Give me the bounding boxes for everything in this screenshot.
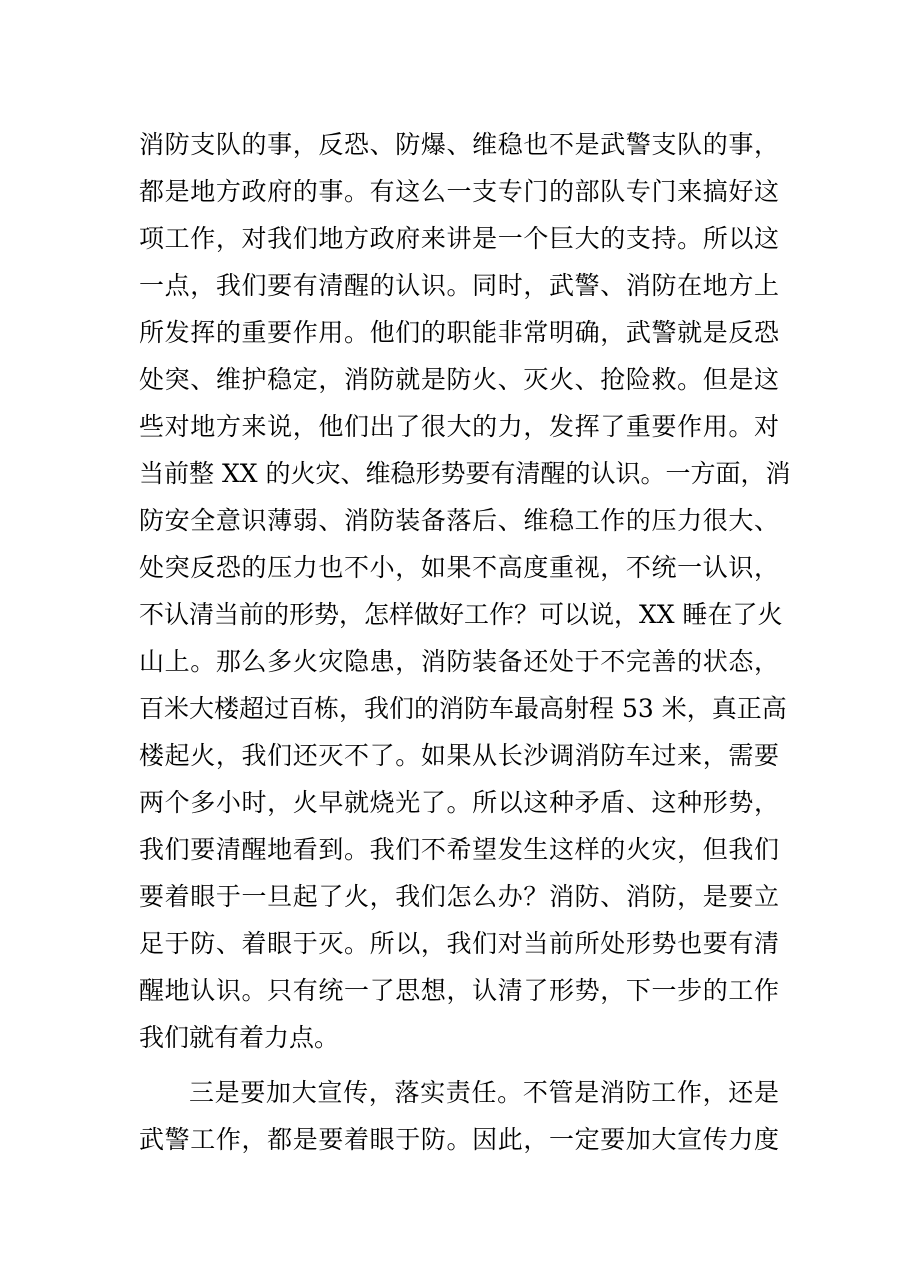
text-line: 一点，我们要有清醒的认识。同时，武警、消防在地方上 — [139, 271, 779, 300]
text-line: 处突、维护稳定，消防就是防火、灭火、抢险救。但是这 — [139, 365, 779, 394]
text-line: 项工作，对我们地方政府来讲是一个巨大的支持。所以这 — [139, 224, 779, 253]
text-line: 足于防、着眼于灭。所以，我们对当前所处形势也要有清 — [139, 929, 779, 958]
text-line: 处突反恐的压力也不小，如果不高度重视，不统一认识， — [139, 553, 779, 582]
text-line: 不认清当前的形势，怎样做好工作？可以说，XX 睡在了火 — [139, 600, 783, 629]
text-line: 防安全意识薄弱、消防装备落后、维稳工作的压力很大、 — [139, 506, 779, 535]
text-line: 山上。那么多火灾隐患，消防装备还处于不完善的状态， — [139, 647, 779, 676]
paragraph-spacer — [139, 1061, 779, 1069]
text-line: 当前整 XX 的火灾、维稳形势要有清醒的认识。一方面，消 — [139, 459, 791, 488]
text-line: 些对地方来说，他们出了很大的力，发挥了重要作用。对 — [139, 412, 779, 441]
paragraph-2 — [139, 1069, 779, 1163]
text-line: 两个多小时，火早就烧光了。所以这种矛盾、这种形势， — [139, 788, 779, 817]
text-line: 所发挥的重要作用。他们的职能非常明确，武警就是反恐 — [139, 318, 779, 347]
text-line: 我们就有着力点。 — [139, 1023, 340, 1052]
text-line: 楼起火，我们还灭不了。如果从长沙调消防车过来，需要 — [139, 741, 779, 770]
text-line: 武警工作，都是要着眼于防。因此，一定要加大宣传力度 — [139, 1125, 779, 1154]
paragraph-1 — [139, 121, 791, 1061]
text-line: 三是要加大宣传，落实责任。不管是消防工作，还是 — [189, 1078, 779, 1107]
text-line: 我们要清醒地看到。我们不希望发生这样的火灾，但我们 — [139, 835, 779, 864]
text-line: 都是地方政府的事。有这么一支专门的部队专门来搞好这 — [139, 177, 779, 206]
text-line: 百米大楼超过百栋，我们的消防车最高射程 53 米，真正高 — [139, 694, 787, 723]
text-line: 要着眼于一旦起了火，我们怎么办？消防、消防，是要立 — [139, 882, 779, 911]
text-line: 醒地认识。只有统一了思想，认清了形势，下一步的工作 — [139, 976, 779, 1005]
text-line: 消防支队的事，反恐、防爆、维稳也不是武警支队的事， — [139, 130, 779, 159]
body-text — [139, 121, 791, 1163]
